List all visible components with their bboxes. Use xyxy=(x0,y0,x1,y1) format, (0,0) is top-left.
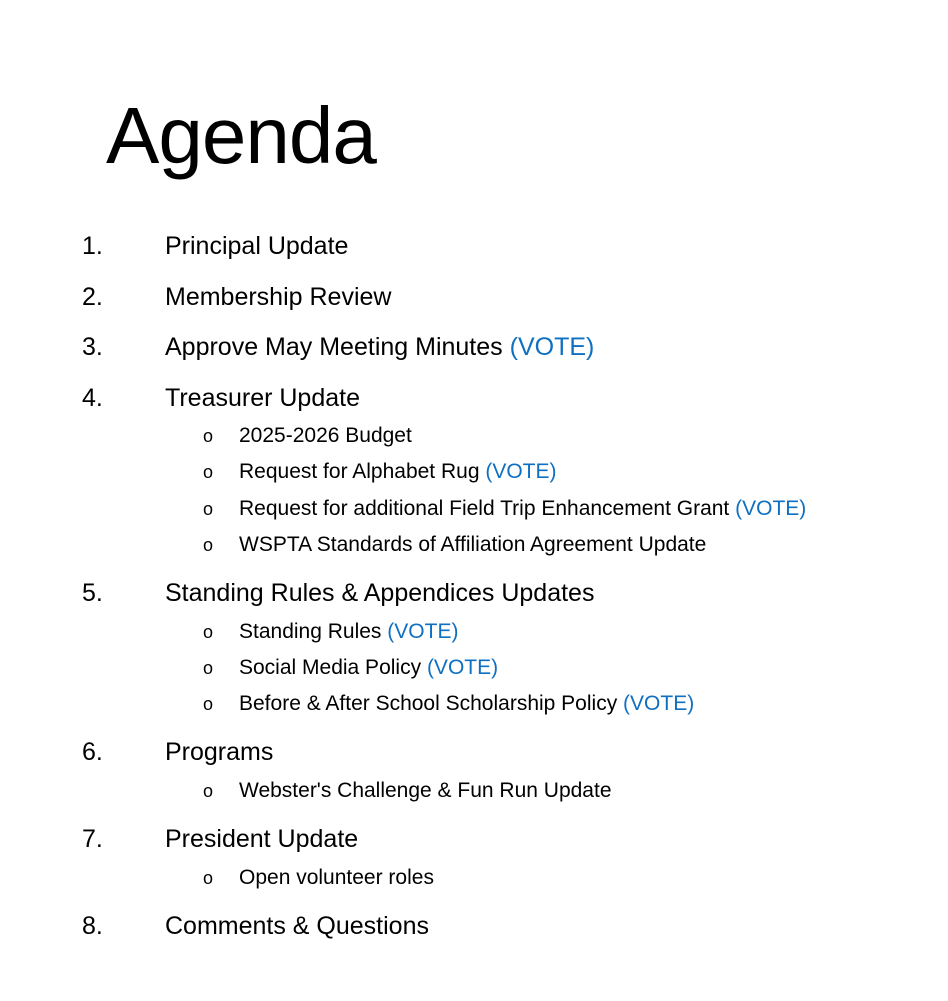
subitem-label xyxy=(239,863,434,893)
subitem-field-trip-grant xyxy=(0,494,948,524)
item-number: 8. xyxy=(82,912,103,940)
subitem-volunteer-roles xyxy=(0,863,948,893)
agenda-item-comments-questions xyxy=(0,908,948,944)
bullet-icon: o xyxy=(203,622,214,642)
subitem-label xyxy=(239,653,498,683)
agenda-item-principal-update xyxy=(0,228,948,264)
item-label xyxy=(165,380,360,416)
agenda-item-programs xyxy=(0,734,948,770)
subitem-scholarship-policy xyxy=(0,689,948,719)
subitem-wspta-agreement xyxy=(0,530,948,560)
item-number: 4. xyxy=(82,384,103,412)
bullet-icon: o xyxy=(203,535,214,555)
vote-tag: (VOTE) xyxy=(387,620,459,643)
bullet-icon: o xyxy=(203,499,214,519)
item-label-text: Standing Rules & Appendices Updates xyxy=(165,579,595,607)
subitem-label-text: Standing Rules xyxy=(239,620,382,643)
subitem-alphabet-rug xyxy=(0,457,948,487)
subitem-label-text: Open volunteer roles xyxy=(239,866,434,889)
subitem-budget xyxy=(0,421,948,451)
item-number: 6. xyxy=(82,738,103,766)
subitem-label xyxy=(239,494,806,524)
vote-tag: (VOTE) xyxy=(426,656,499,679)
subitem-label-text: Social Media Policy xyxy=(239,656,422,679)
item-number: 2. xyxy=(82,283,103,311)
item-label-text: President Update xyxy=(165,825,359,853)
subitem-label-text: WSPTA Standards of Affiliation Agreement Update xyxy=(239,533,707,556)
item-label-text: Membership Review xyxy=(165,283,392,311)
page-title: Agenda xyxy=(106,91,376,180)
subitem-standing-rules xyxy=(0,617,948,647)
bullet-icon: o xyxy=(203,868,214,888)
subitem-label-text: Request for Alphabet Rug xyxy=(239,460,480,483)
vote-tag: (VOTE) xyxy=(509,333,595,361)
subitem-label-text: Before & After School Scholarship Policy xyxy=(239,692,618,715)
vote-tag: (VOTE) xyxy=(735,497,807,520)
bullet-icon: o xyxy=(203,694,214,714)
item-label xyxy=(165,228,348,264)
item-label xyxy=(165,734,273,770)
item-label xyxy=(165,575,594,611)
subitem-label xyxy=(239,689,694,719)
item-label xyxy=(165,329,594,365)
subitem-label xyxy=(239,776,612,806)
subitem-label-text: Webster's Challenge & Fun Run Update xyxy=(239,779,612,802)
item-label-text: Principal Update xyxy=(165,232,349,260)
vote-tag: (VOTE) xyxy=(623,692,695,715)
item-number: 5. xyxy=(82,579,103,607)
item-number: 7. xyxy=(82,825,103,853)
agenda-item-approve-minutes xyxy=(0,329,948,365)
bullet-icon: o xyxy=(203,426,214,446)
item-number: 3. xyxy=(82,333,103,361)
item-label-text: Comments & Questions xyxy=(165,912,429,940)
subitem-label xyxy=(239,617,458,647)
subitem-label-text: 2025-2026 Budget xyxy=(239,424,412,447)
item-label-text: Approve May Meeting Minutes xyxy=(165,333,503,361)
agenda-item-standing-rules xyxy=(0,575,948,611)
item-label-text: Treasurer Update xyxy=(165,384,360,412)
agenda-item-president-update xyxy=(0,821,948,857)
bullet-icon: o xyxy=(203,462,214,482)
subitem-label xyxy=(239,457,557,487)
bullet-icon: o xyxy=(203,658,214,678)
subitem-label-text: Request for additional Field Trip Enhancement Grant xyxy=(239,497,730,520)
subitem-fun-run-update xyxy=(0,776,948,806)
subitem-social-media-policy xyxy=(0,653,948,683)
subitem-label xyxy=(239,530,706,560)
item-label xyxy=(165,821,358,857)
agenda-item-membership-review xyxy=(0,279,948,315)
subitem-label xyxy=(239,421,412,451)
item-label-text: Programs xyxy=(165,738,274,766)
bullet-icon: o xyxy=(203,781,214,801)
vote-tag: (VOTE) xyxy=(485,460,557,483)
agenda-item-treasurer-update xyxy=(0,380,948,416)
item-label xyxy=(165,908,429,944)
item-label xyxy=(165,279,391,315)
item-number: 1. xyxy=(82,232,103,260)
